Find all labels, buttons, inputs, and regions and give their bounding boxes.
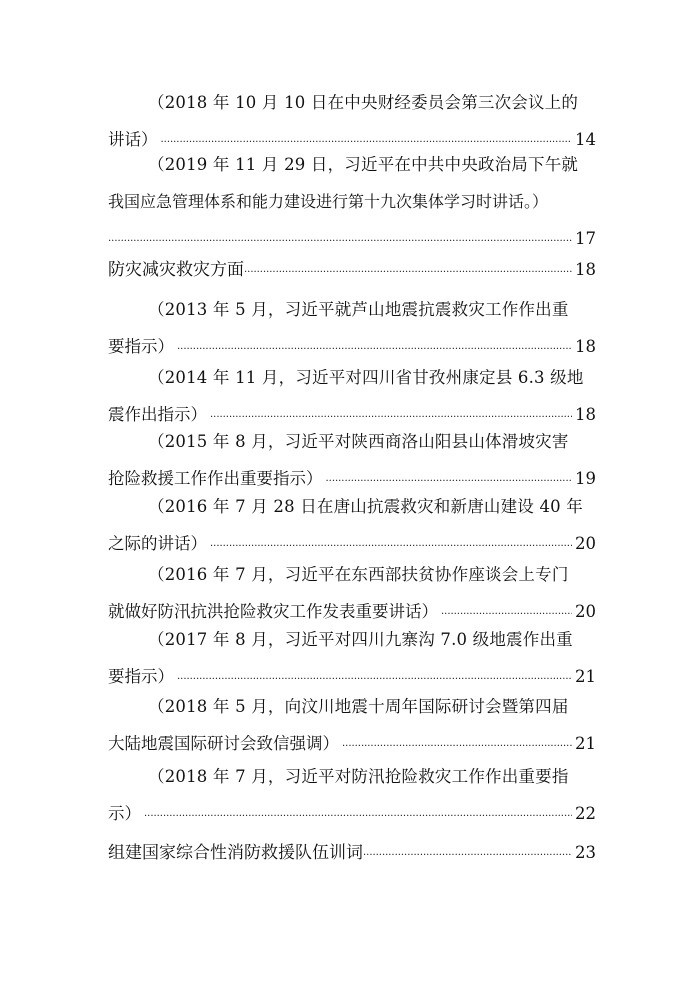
toc-entry[interactable]: [108, 565, 596, 622]
dot-leader: [363, 847, 572, 863]
toc-entry[interactable]: [108, 432, 596, 489]
toc-entry-text: 示）: [108, 804, 141, 823]
toc-heading-entry[interactable]: [108, 260, 596, 280]
dot-leader: [144, 808, 572, 824]
toc-heading-entry[interactable]: [108, 843, 596, 863]
toc-entry-text: 之际的讲话）: [108, 534, 207, 553]
toc-entry-text: （2016 年 7 月 28 日在唐山抗震救灾和新唐山建设 40 年: [148, 497, 583, 516]
dot-leader: [108, 233, 572, 249]
toc-heading: 防灾减灾救灾方面: [108, 260, 244, 280]
dot-leader: [441, 606, 572, 622]
toc-entry-text: （2017 年 8 月，习近平对四川九寨沟 7.0 级地震作出重: [148, 630, 573, 649]
toc-entry-text: （2018 年 5 月，向汶川地震十周年国际研讨会暨第四届: [148, 697, 569, 716]
toc-entry-text: 震作出指示）: [108, 405, 207, 424]
page-number: 18: [575, 260, 596, 279]
dot-leader: [210, 409, 572, 425]
toc-entry-text: 要指示）: [108, 337, 174, 356]
page-number: 21: [575, 734, 596, 753]
page-number: 23: [575, 843, 596, 862]
toc-entry[interactable]: [108, 630, 596, 687]
toc-entry-text: （2015 年 8 月，习近平对陕西商洛山阳县山体滑坡灾害: [148, 432, 569, 451]
toc-entry[interactable]: [108, 93, 596, 150]
toc-entry-text: 大陆地震国际研讨会致信强调）: [108, 734, 339, 753]
dot-leader: [210, 538, 572, 554]
page-number: 17: [575, 229, 596, 248]
toc-entry-text: （2013 年 5 月，习近平就芦山地震抗震救灾工作作出重: [148, 300, 569, 319]
dot-leader: [326, 473, 573, 489]
toc-entry-text: （2016 年 7 月，习近平在东西部扶贫协作座谈会上专门: [148, 565, 569, 584]
toc-entry-text: （2014 年 11 月，习近平对四川省甘孜州康定县 6.3 级地: [148, 368, 584, 387]
toc-entry-text: （2019 年 11 月 29 日，习近平在中共中央政治局下午就: [148, 155, 579, 174]
dot-leader: [161, 134, 573, 150]
toc-entry[interactable]: [108, 300, 596, 357]
toc-entry-text: （2018 年 10 月 10 日在中央财经委员会第三次会议上的: [148, 93, 579, 112]
toc-entry-text: 抢险救援工作作出重要指示）: [108, 469, 323, 488]
toc-entry[interactable]: [108, 497, 596, 554]
toc-entry-text: 我国应急管理体系和能力建设进行第十九次集体学习时讲话。）: [108, 192, 549, 211]
toc-heading: 组建国家综合性消防救援队伍训词: [108, 843, 363, 863]
toc-entry-text: 就做好防汛抗洪抢险救灾工作发表重要讲话）: [108, 602, 438, 621]
dot-leader: [177, 671, 572, 687]
toc-entry-text: 讲话）: [108, 130, 158, 149]
page-number: 22: [575, 804, 596, 823]
page-number: 20: [575, 534, 596, 553]
page-number: 18: [575, 405, 596, 424]
dot-leader: [244, 264, 572, 280]
toc-entry[interactable]: [108, 767, 596, 824]
page-number: 14: [575, 130, 596, 149]
toc-entry-text: （2018 年 7 月，习近平对防汛抢险救灾工作作出重要指: [148, 767, 569, 786]
page-number: 18: [575, 337, 596, 356]
toc-entry[interactable]: [108, 368, 596, 425]
page-number: 21: [575, 667, 596, 686]
toc-entry-text: 要指示）: [108, 667, 174, 686]
page-number: 19: [575, 469, 596, 488]
dot-leader: [177, 341, 572, 357]
dot-leader: [342, 738, 572, 754]
toc-entry[interactable]: [108, 155, 596, 249]
toc-entry[interactable]: [108, 697, 596, 754]
page-number: 20: [575, 602, 596, 621]
